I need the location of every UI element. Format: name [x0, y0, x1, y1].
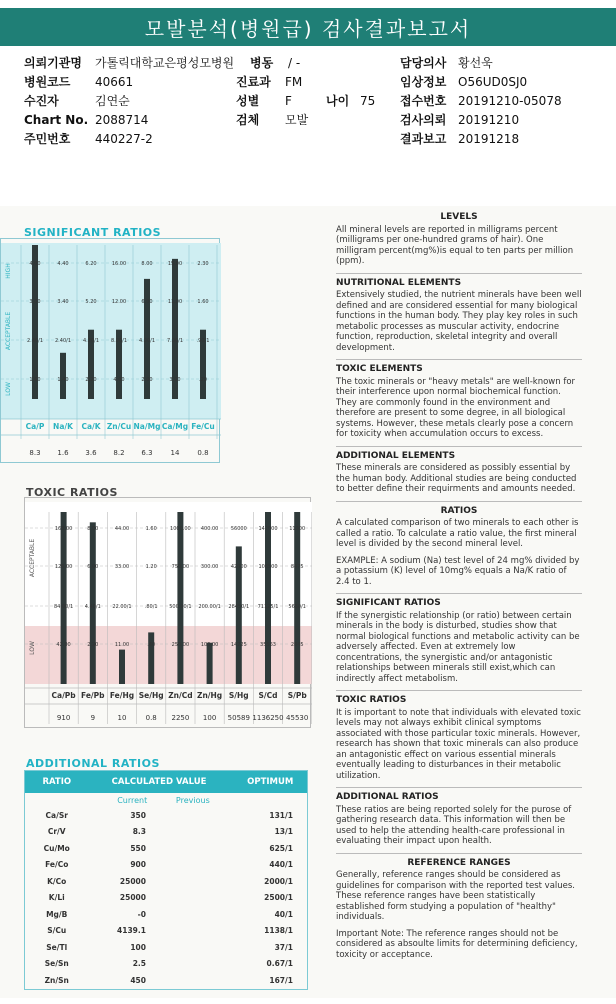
- chart-tick-label: 400.00: [200, 526, 219, 532]
- chart-value-label: 14: [170, 449, 180, 457]
- additional-table-row: [25, 840, 307, 857]
- ratio-cell: K/Li: [48, 893, 65, 903]
- chart-tick-label: .40: [147, 642, 156, 648]
- chart-bar: [294, 512, 300, 684]
- chart-tick-label: 8.00: [87, 526, 99, 532]
- chart-bar: [207, 643, 213, 684]
- significant-ratios-text: If the synergistic relationship (or ratio) between certain minerals in the body is disturbed, studies show that normal biological functions and metabolic activity can be adversely affected. Even at extremely low concentrations, the synergistic and/or antagonistic relationships between minerals still exist,which can indirectly affect metabolism.: [336, 610, 580, 684]
- chart-tick-label: 2.20: [85, 377, 97, 383]
- chart-tick-label: 71125/1: [257, 604, 279, 610]
- chart-tick-label: 11.00: [167, 299, 183, 305]
- optimum-cell: 625/1: [269, 843, 293, 853]
- optimum-cell: 2000/1: [264, 876, 293, 886]
- additional-table-row: [25, 857, 307, 874]
- report-title: 모발분석(병원급) 검사결과보고서: [0, 8, 616, 46]
- chart-category-label: Fe/Cu: [191, 422, 215, 431]
- chart-tick-label: 5650/1: [288, 604, 306, 610]
- chart-tick-label: 42000: [230, 564, 247, 570]
- additional-table-row: [25, 972, 307, 989]
- additional-table-row: [25, 923, 307, 940]
- current-value-cell: 25000: [119, 893, 146, 903]
- additional-table-row: [25, 890, 307, 907]
- chart-tick-label: 750.00: [171, 564, 190, 570]
- chart-bar: [60, 353, 66, 399]
- additional-ratios-text: These ratios are being reported solely for the purose of gathering research data. This information will then be used to help the attending health-care professional in evaluating their impact upon health.: [336, 804, 572, 846]
- additional-ratios-title: ADDITIONAL RATIOS: [26, 757, 160, 770]
- chart-tick-label: 35563: [260, 642, 276, 648]
- chart-category-label: Na/Mg: [133, 422, 161, 431]
- chart-category-label: Ca/K: [81, 422, 101, 431]
- optimum-cell: 37/1: [274, 942, 293, 952]
- chart-value-label: 8.3: [29, 449, 41, 457]
- id-value: 440227-2: [95, 132, 153, 146]
- additional-table-row: [25, 906, 307, 923]
- specimen-label: 검체: [236, 113, 260, 127]
- chart-tick-label: 1.60: [145, 526, 157, 532]
- chart-tick-label: 11300: [289, 526, 306, 532]
- chart-tick-label: 1000.00: [170, 526, 191, 532]
- chart-tick-label: 42.00: [56, 642, 71, 648]
- chart-level-label: ACCEPTABLE: [5, 311, 12, 351]
- chart-tick-label: 4.40: [57, 261, 69, 267]
- chart-tick-label: 2845: [290, 642, 304, 648]
- chart-tick-label: 300.00: [200, 564, 219, 570]
- col-current: Current: [117, 795, 148, 805]
- chart-tick-label: 3.00: [29, 299, 41, 305]
- chart-tick-label: 500.00/1: [169, 604, 192, 610]
- col-calculated: CALCULATED VALUE: [111, 777, 207, 787]
- chart-bar: [148, 632, 154, 684]
- nutritional-text: Extensively studied, the nutrient minerals have been well defined and are considered essential for many biological functions in the human body. They play key roles in such metabolic processes as muscular activity, endocrine function, reproduction, skeletal integrity and overall development.: [336, 290, 582, 353]
- patient-label: 수진자: [24, 94, 59, 108]
- request-date-label: 검사의뢰: [400, 113, 447, 127]
- col-optimum: OPTIMUM: [247, 777, 294, 787]
- current-value-cell: 450: [130, 975, 146, 985]
- chart-tick-label: 1.40: [57, 377, 69, 383]
- chart-tick-label: .90/1: [196, 338, 210, 344]
- report-date-value: 20191218: [458, 132, 520, 146]
- additional-ratios-heading: ADDITIONAL RATIOS: [336, 792, 439, 802]
- clinical-value: O56UD0SJ0: [458, 75, 528, 89]
- chart-tick-label: 4.00/1: [139, 338, 155, 344]
- receipt-value: 20191210-05078: [458, 94, 562, 108]
- additional-table-row: [25, 939, 307, 956]
- additional-table-body: [25, 807, 307, 989]
- ratio-cell: Zn/Sn: [44, 975, 69, 985]
- chart-value-label: 910: [56, 714, 71, 722]
- report-date-label: 결과보고: [400, 132, 447, 146]
- notes-column: [336, 208, 582, 996]
- chart-value-label: 50589: [227, 714, 250, 722]
- patient-value: 김연순: [95, 94, 130, 108]
- id-label: 주민번호: [24, 132, 71, 146]
- optimum-cell: 440/1: [269, 860, 293, 870]
- chart-bar: [119, 650, 125, 684]
- chart-tick-label: .80/1: [144, 604, 158, 610]
- chart-tick-label: 4.00: [113, 377, 125, 383]
- ratio-cell: Se/Sn: [44, 959, 69, 969]
- levels-text: All mineral levels are reported in milligrams percent (milligrams per one-hundred grams of hair). One milligram percent(mg%)is equal to ten parts per million (ppm).: [336, 224, 574, 266]
- chart-category-label: S/Cd: [258, 691, 278, 700]
- chart-bar: [61, 512, 67, 684]
- optimum-cell: 131/1: [269, 810, 293, 820]
- toxic-ratios-text: It is important to note that individuals with elevated toxic levels may not always exhibit clinical symptoms associated with those particular toxic minerals. However, research has shown that toxic minerals can also produce an antagonistic effect on various essential minerals eventually leading to disturbances in their metabolic utilization.: [336, 707, 581, 781]
- chart-value-label: 1.6: [57, 449, 69, 457]
- chart-tick-label: 56000: [230, 526, 247, 532]
- age-label: 나이: [326, 94, 350, 108]
- institution-label: 의뢰기관명: [24, 56, 82, 70]
- optimum-cell: 1138/1: [264, 926, 293, 936]
- chart-value-label: 45530: [286, 714, 309, 722]
- chart-tick-label: 6.00: [141, 299, 153, 305]
- significant-ratios-heading: SIGNIFICANT RATIOS: [336, 598, 441, 608]
- toxic-ratios-title: TOXIC RATIOS: [26, 486, 118, 499]
- chart-tick-label: 44.00: [114, 526, 130, 532]
- ratio-cell: S/Cu: [47, 926, 67, 936]
- chart-tick-label: 22.00/1: [112, 604, 132, 610]
- institution-value: 가톨릭대학교은평성모병원: [95, 56, 235, 70]
- chart-tick-label: 250.00: [171, 642, 190, 648]
- chart-level-label: HIGH: [5, 263, 12, 279]
- chart-tick-label: 33.00: [114, 564, 130, 570]
- chart-category-label: Fe/Pb: [81, 691, 105, 700]
- ratios-heading: RATIOS: [440, 505, 478, 516]
- current-value-cell: -0: [137, 909, 146, 919]
- toxic-ratios-heading: TOXIC RATIOS: [336, 695, 407, 705]
- ratio-cell: Fe/Co: [45, 860, 69, 870]
- chart-category-label: Se/Hg: [138, 691, 164, 700]
- chart-no-label: Chart No.: [24, 113, 89, 127]
- col-previous: Previous: [175, 795, 210, 805]
- ratios-text: A calculated comparison of two minerals to each other is called a ratio. To calculate a ratio value, the first mineral level is divided by the second mineral level.: [336, 518, 579, 549]
- chart-tick-label: 142000: [258, 526, 278, 532]
- chart-tick-label: 200.00/1: [198, 604, 221, 610]
- sex-label: 성별: [236, 94, 260, 108]
- col-ratio: RATIO: [42, 777, 72, 787]
- current-value-cell: 8.3: [132, 827, 146, 837]
- additional-table-row: [25, 824, 307, 841]
- ratio-cell: Se/Tl: [46, 942, 68, 952]
- ratio-cell: Cu/Mo: [43, 843, 70, 853]
- ratios-example: EXAMPLE: A sodium (Na) test level of 24 mg% divided by a potassium (K) level of 10mg% equals a Na/K ratio of 2.4 to 1.: [336, 555, 580, 587]
- chart-bar: [177, 512, 183, 684]
- chart-tick-label: 11.00: [114, 642, 130, 648]
- ratio-cell: K/Co: [47, 876, 67, 886]
- additional-table-row: [25, 873, 307, 890]
- nutritional-heading: NUTRITIONAL ELEMENTS: [336, 277, 462, 288]
- chart-tick-label: 4.20/1: [83, 338, 99, 344]
- current-value-cell: 25000: [119, 876, 146, 886]
- optimum-cell: 13/1: [274, 827, 293, 837]
- chart-value-label: 9: [90, 714, 96, 722]
- chart-tick-label: .20: [199, 377, 207, 383]
- chart-tick-label: 84.00/1: [54, 604, 74, 610]
- chart-value-label: 6.3: [141, 449, 153, 457]
- current-value-cell: 350: [130, 810, 146, 820]
- chart-bar: [265, 512, 271, 684]
- report-info: [0, 54, 616, 154]
- additional-table-subheader: [25, 793, 307, 807]
- chart-value-label: 8.2: [113, 449, 125, 457]
- chart-tick-label: 8.00: [141, 261, 153, 267]
- request-date-value: 20191210: [458, 113, 520, 127]
- chart-tick-label: 1.60: [29, 377, 41, 383]
- additional-elements-text: These minerals are considered as possibly essential by the human body. Additional studies are being conducted to better define their requirments and amounts needed.: [336, 463, 577, 494]
- current-value-cell: 100: [130, 942, 146, 952]
- ward-label: 병동: [250, 56, 274, 70]
- chart-tick-label: 6.20: [85, 261, 97, 267]
- chart-tick-label: 6.00: [87, 564, 99, 570]
- specimen-value: 모발: [285, 113, 309, 127]
- significant-ratios-chart: [0, 238, 220, 463]
- age-value: 75: [360, 94, 376, 108]
- chart-level-label: LOW: [29, 641, 36, 655]
- additional-table-row: [25, 956, 307, 973]
- current-value-cell: 900: [130, 860, 146, 870]
- clinical-label: 임상정보: [400, 75, 447, 89]
- significant-ratios-title: SIGNIFICANT RATIOS: [24, 226, 162, 239]
- chart-tick-label: 3.00: [169, 377, 181, 383]
- department-value: FM: [285, 75, 303, 89]
- chart-tick-label: 3.40: [57, 299, 69, 305]
- reference-ranges-text: Generally, reference ranges should be considered as guidelines for comparison with the reported test values. These reference ranges have been statistically established form studying a population of "healthy" individuals.: [336, 870, 576, 922]
- current-value-cell: 550: [130, 843, 146, 853]
- chart-category-label: Zn/Hg: [197, 691, 223, 700]
- additional-table-header: [25, 771, 307, 793]
- chart-tick-label: 106500: [258, 564, 278, 570]
- chart-category-label: Ca/Mg: [161, 422, 189, 431]
- chart-tick-label: 4.40/1: [84, 604, 101, 610]
- reference-ranges-note: Important Note: The reference ranges should not be considered as absoulte limits for determining deficiency, toxicity or acceptance.: [336, 928, 578, 960]
- chart-tick-label: 15.00: [167, 261, 183, 267]
- chart-tick-label: 4.00: [29, 261, 41, 267]
- chart-tick-label: 8.00/1: [111, 338, 127, 344]
- chart-category-label: S/Hg: [228, 691, 249, 700]
- chart-tick-label: 168.00: [54, 526, 73, 532]
- chart-value-label: 0.8: [197, 449, 209, 457]
- levels-heading: LEVELS: [440, 212, 478, 222]
- additional-elements-heading: ADDITIONAL ELEMENTS: [336, 450, 456, 461]
- chart-tick-label: 7.00/1: [167, 338, 183, 344]
- chart-tick-label: 5.20: [85, 299, 97, 305]
- chart-category-label: S/Pb: [287, 691, 307, 700]
- chart-tick-label: 8475: [290, 564, 304, 570]
- chart-tick-label: 2.40/1: [27, 338, 43, 344]
- chart-value-label: 0.8: [145, 714, 157, 722]
- chart-tick-label: 28450/1: [228, 604, 250, 610]
- ratio-cell: Cr/V: [47, 827, 66, 837]
- optimum-cell: 2500/1: [264, 893, 293, 903]
- ward-value: / -: [288, 56, 301, 70]
- toxic-ratios-chart: [24, 497, 311, 728]
- chart-tick-label: 100.00: [200, 642, 219, 648]
- chart-tick-label: 1.60: [197, 299, 209, 305]
- chart-category-label: Ca/Pb: [51, 691, 76, 700]
- doctor-label: 담당의사: [400, 56, 447, 70]
- chart-value-label: 2250: [171, 714, 190, 722]
- chart-tick-label: 16.00: [111, 261, 127, 267]
- chart-value-label: 3.6: [85, 449, 97, 457]
- hospital-code-label: 병원코드: [24, 75, 71, 89]
- chart-category-label: Ca/P: [25, 422, 45, 431]
- chart-category-label: Zn/Cu: [106, 422, 132, 431]
- current-value-cell: 2.5: [132, 959, 146, 969]
- chart-tick-label: 14225: [230, 642, 247, 648]
- significant-ratios-svg: [1, 239, 221, 464]
- optimum-cell: 40/1: [274, 909, 293, 919]
- additional-ratios-table: [24, 770, 308, 990]
- additional-table-row: [25, 807, 307, 824]
- doctor-value: 황선욱: [458, 56, 493, 70]
- chart-tick-label: 12.00: [111, 299, 127, 305]
- chart-tick-label: 2.40/1: [55, 338, 71, 344]
- hospital-code-value: 40661: [95, 75, 134, 89]
- chart-category-label: Fe/Hg: [109, 691, 135, 700]
- chart-value-label: 10: [117, 714, 127, 722]
- optimum-cell: 0.67/1: [266, 959, 293, 969]
- optimum-cell: 167/1: [269, 975, 293, 985]
- current-value-cell: 4139.1: [117, 926, 146, 936]
- chart-no-value: 2088714: [95, 113, 149, 127]
- chart-tick-label: 2.30: [197, 261, 209, 267]
- chart-category-label: Na/K: [53, 422, 73, 431]
- chart-bar: [32, 245, 38, 399]
- ratio-cell: Ca/Sr: [45, 810, 68, 820]
- reference-ranges-heading: REFERENCE RANGES: [407, 857, 511, 868]
- toxic-elements-text: The toxic minerals or "heavy metals" are well-known for their interference upon normal biochemical function. They are commonly found in the environment and therefore are present to some degree, in all biological systems. However, these metals clearly pose a concern for toxicity when accumulation occurs to excess.: [336, 376, 576, 439]
- receipt-label: 접수번호: [400, 94, 447, 108]
- sex-value: F: [285, 94, 292, 108]
- chart-tick-label: 2.00: [141, 377, 153, 383]
- chart-tick-label: 2.20: [87, 642, 99, 648]
- chart-value-label: 1136250: [252, 714, 284, 722]
- chart-category-label: Zn/Cd: [168, 691, 193, 700]
- chart-tick-label: 126.00: [54, 564, 73, 570]
- department-label: 진료과: [236, 75, 271, 89]
- chart-level-label: LOW: [5, 382, 12, 396]
- toxic-ratios-svg: [25, 498, 312, 729]
- chart-value-label: 100: [202, 714, 217, 722]
- ratio-cell: Mg/B: [46, 909, 68, 919]
- toxic-elements-heading: TOXIC ELEMENTS: [336, 364, 423, 374]
- chart-tick-label: 1.20: [145, 564, 157, 570]
- chart-level-label: ACCEPTABLE: [29, 538, 36, 578]
